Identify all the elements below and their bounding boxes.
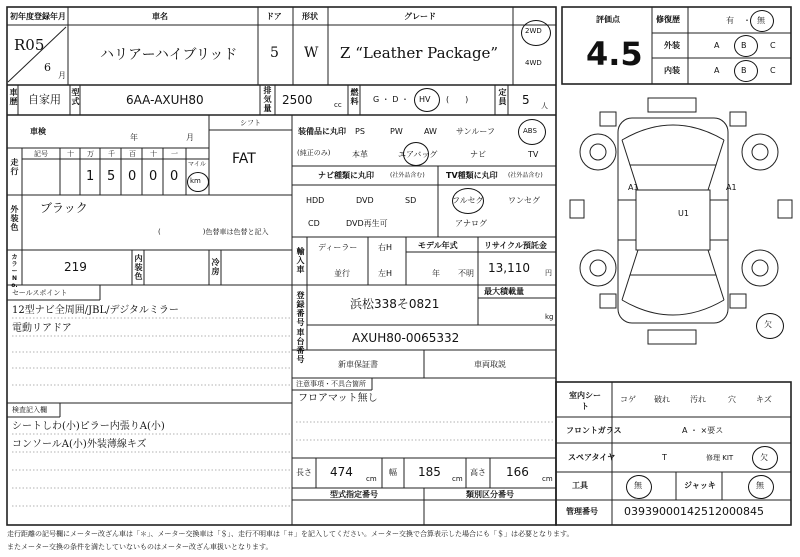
mileage-unit-5: 一 bbox=[171, 150, 178, 158]
inspector-note-0: シートしわ(小)ピラー内張りA(小) bbox=[12, 421, 165, 432]
interior-b: B bbox=[741, 66, 747, 75]
length-unit: cm bbox=[366, 475, 377, 483]
interior-a: A bbox=[714, 66, 720, 75]
equip-abs: ABS bbox=[523, 127, 537, 135]
vehicle-use: 自家用 bbox=[28, 93, 61, 106]
mileage-unit-3: 百 bbox=[129, 150, 136, 158]
repair-sep: ・ bbox=[743, 16, 751, 25]
length: 474 bbox=[330, 465, 353, 479]
equip-sunroof: サンルーフ bbox=[456, 127, 495, 136]
shape-label: 形状 bbox=[302, 12, 318, 21]
import-parallel: 並行 bbox=[334, 269, 350, 278]
caution-label: 注意事項・不具合箇所 bbox=[296, 380, 366, 388]
grade-label: グレード bbox=[404, 12, 436, 21]
interior-label: 内装 bbox=[664, 66, 680, 75]
car-name: ハリアーハイブリッド bbox=[100, 47, 238, 63]
spare-kit: 修理 KIT bbox=[706, 454, 734, 462]
displacement-label: 排気量 bbox=[263, 86, 272, 113]
equipment-sub: (純正のみ) bbox=[297, 149, 331, 157]
mileage-digit-1: 1 bbox=[86, 169, 95, 184]
shift-label: シフト bbox=[240, 119, 261, 127]
handle-left: 左H bbox=[378, 269, 393, 278]
recycle-value: 13,110 bbox=[488, 261, 530, 275]
max-load-unit: kg bbox=[545, 313, 554, 321]
plate: 浜松338そ0821 bbox=[350, 297, 440, 311]
caution: フロアマット無し bbox=[298, 393, 378, 404]
nav-dvd: DVD bbox=[356, 196, 374, 205]
import-dealer: ディーラー bbox=[318, 243, 358, 252]
mileage-mile: マイル bbox=[188, 161, 206, 168]
spare-label: スペアタイヤ bbox=[568, 453, 616, 462]
nav-hdd: HDD bbox=[306, 196, 325, 205]
tv-sub: (社外品含む) bbox=[508, 172, 543, 179]
chassis: AXUH80-0065332 bbox=[352, 331, 460, 345]
drive-4wd: 4WD bbox=[525, 59, 542, 67]
nav-label: ナビ種類に丸印 bbox=[318, 171, 374, 180]
mileage-digit-3: 0 bbox=[128, 169, 137, 184]
first-registration-month-unit: 月 bbox=[58, 71, 66, 80]
shift: FAT bbox=[232, 151, 256, 167]
mileage-unit-4: 十 bbox=[150, 150, 157, 158]
tv-label: TV種類に丸印 bbox=[446, 171, 498, 180]
manual-label: 車両取説 bbox=[474, 360, 506, 369]
tv-oneseg: ワンセグ bbox=[508, 196, 540, 205]
model-year-label: モデル年式 bbox=[418, 241, 458, 250]
inspection-month: 月 bbox=[186, 133, 194, 142]
chassis-label: 車台番号 bbox=[296, 328, 305, 364]
door-label: ドア bbox=[266, 12, 282, 21]
nav-sd: SD bbox=[405, 196, 417, 205]
model-label: 型式 bbox=[71, 88, 80, 106]
diagram-mark-roof: U1 bbox=[678, 209, 689, 218]
seat-scratch: キズ bbox=[756, 395, 772, 404]
equip-tv: TV bbox=[528, 150, 539, 159]
seat-tear: 破れ bbox=[654, 395, 670, 404]
model: 6AA-AXUH80 bbox=[126, 93, 204, 107]
exterior-b: B bbox=[741, 41, 747, 50]
missing-mark: 欠 bbox=[764, 320, 772, 329]
capacity-label: 定員 bbox=[498, 88, 507, 106]
fuel-other: ( ) bbox=[446, 95, 469, 104]
width-unit: cm bbox=[452, 475, 463, 483]
recycle-label: リサイクル預託金 bbox=[484, 241, 547, 250]
nav-cd: CD bbox=[308, 219, 320, 228]
equip-ps: PS bbox=[355, 127, 365, 136]
displacement-unit: cc bbox=[334, 101, 342, 109]
mileage-label: 走行 bbox=[10, 158, 19, 176]
spare-missing: 欠 bbox=[760, 453, 768, 462]
equipment-label: 装備品に丸印 bbox=[298, 127, 346, 136]
jack-value: 無 bbox=[756, 481, 764, 490]
tools-value: 無 bbox=[634, 481, 642, 490]
repair-no: 無 bbox=[757, 16, 765, 25]
diagram-mark-left: A1 bbox=[628, 183, 639, 192]
width: 185 bbox=[418, 465, 441, 479]
displacement: 2500 bbox=[282, 93, 313, 107]
inspector-notes-label: 検査記入欄 bbox=[12, 406, 47, 414]
fuel-selected: HV bbox=[419, 95, 431, 104]
diagram-mark-right: A1 bbox=[726, 183, 737, 192]
mgmt-label: 管理番号 bbox=[566, 507, 598, 516]
ac-label: 冷房 bbox=[211, 258, 220, 276]
score-label: 評価点 bbox=[596, 15, 620, 24]
windshield-options: A ・ ×要ス bbox=[682, 426, 724, 435]
mileage-digit-2: 5 bbox=[107, 169, 116, 184]
selling-point-0: 12型ナビ全周囲/JBL/デジタルミラー bbox=[12, 305, 179, 316]
model-year-unknown: 不明 bbox=[458, 269, 474, 278]
jack-label: ジャッキ bbox=[684, 481, 716, 490]
capacity-unit: 人 bbox=[541, 102, 548, 110]
recycle-unit: 円 bbox=[545, 269, 552, 277]
height-unit: cm bbox=[542, 475, 553, 483]
width-label: 幅 bbox=[389, 468, 397, 477]
max-load-label: 最大積載量 bbox=[484, 287, 524, 296]
equip-aw: AW bbox=[424, 127, 437, 136]
drive-2wd: 2WD bbox=[525, 27, 542, 35]
car-name-label: 車名 bbox=[152, 12, 168, 21]
windshield-label: フロントガラス bbox=[566, 426, 622, 435]
score: 4.5 bbox=[586, 35, 643, 73]
vehicle-use-label: 車歴 bbox=[9, 88, 18, 106]
model-year-year: 年 bbox=[432, 269, 440, 278]
import-label: 輸入車 bbox=[296, 247, 305, 274]
shape: W bbox=[304, 45, 319, 61]
inspector-note-1: コンソールA(小)外装薄線キズ bbox=[12, 439, 147, 450]
car-diagram bbox=[570, 98, 792, 344]
mileage-digit-4: 0 bbox=[149, 169, 158, 184]
seat-dirt: 汚れ bbox=[690, 395, 706, 404]
exterior-label: 外装 bbox=[664, 41, 680, 50]
length-label: 長さ bbox=[296, 468, 312, 477]
seat-burn: コゲ bbox=[620, 395, 636, 404]
mgmt-number: 0393900014251200084​5 bbox=[624, 505, 764, 518]
doors: 5 bbox=[270, 45, 279, 61]
exterior-color: ブラック bbox=[40, 201, 88, 215]
tv-fullseg: フルセグ bbox=[452, 196, 484, 205]
equip-leather: 本革 bbox=[352, 150, 368, 159]
footer-line-2: またメーター交換の条件を満たしていないものはメーター改ざん車扱いとなります。 bbox=[7, 543, 273, 551]
first-registration-label: 初年度登録年月 bbox=[10, 12, 66, 21]
height-label: 高さ bbox=[470, 468, 486, 477]
fuel-label: 燃料 bbox=[350, 88, 359, 106]
interior-color-label: 内装色 bbox=[134, 254, 143, 281]
first-registration-year: R05 bbox=[14, 36, 45, 54]
capacity: 5 bbox=[522, 93, 530, 107]
handle-right: 右H bbox=[378, 243, 393, 252]
tv-analog: アナログ bbox=[455, 219, 487, 228]
selling-point-1: 電動リアドア bbox=[12, 323, 72, 334]
exterior-a: A bbox=[714, 41, 720, 50]
equip-airbag: エアバッグ bbox=[398, 150, 438, 159]
footer-line-1: 走行距離の記号欄にメーター改ざん車は「＊」、メーター交換車は「＄」、走行不明車は「＃」を記入してください。メーター交換で合算表示した場合にも「＄」は必要となります。 bbox=[7, 530, 574, 538]
equip-pw: PW bbox=[390, 127, 403, 136]
repair-label: 修復歴 bbox=[656, 15, 680, 24]
category-label: 類別区分番号 bbox=[466, 490, 514, 499]
fuel-options: G ・ D ・ bbox=[373, 95, 409, 104]
color-change-note: ( )色替車は色替と記入 bbox=[158, 228, 269, 236]
seat-hole: 穴 bbox=[728, 395, 736, 404]
mileage-km: km bbox=[190, 177, 201, 185]
inspection-year: 年 bbox=[130, 133, 138, 142]
nav-dvd-playback: DVD再生可 bbox=[346, 219, 388, 228]
mileage-unit-0: 十 bbox=[67, 150, 74, 158]
repair-yes: 有 bbox=[726, 16, 734, 25]
seat-label: 室内シート bbox=[569, 391, 601, 411]
mileage-mark-label: 記号 bbox=[34, 150, 48, 158]
first-registration-month: 6 bbox=[44, 61, 51, 74]
inspection-label: 車検 bbox=[30, 127, 46, 136]
interior-c: C bbox=[770, 66, 776, 75]
type-designation-label: 型式指定番号 bbox=[330, 490, 378, 499]
mileage-digit-5: 0 bbox=[170, 169, 179, 184]
grade: Z “Leather Package” bbox=[340, 44, 499, 62]
warranty-label: 新車保証書 bbox=[338, 360, 378, 369]
equip-navi: ナビ bbox=[470, 150, 486, 159]
plate-label: 登録番号 bbox=[296, 291, 305, 327]
color-code-label: カラーNo. bbox=[11, 254, 18, 289]
exterior-c: C bbox=[770, 41, 776, 50]
nav-sub: (社外品含む) bbox=[390, 172, 425, 179]
selling-points-label: セールスポイント bbox=[12, 289, 68, 297]
exterior-color-label: 外装色 bbox=[10, 205, 19, 232]
spare-t: T bbox=[662, 453, 667, 462]
mileage-unit-2: 千 bbox=[108, 150, 115, 158]
mileage-unit-1: 万 bbox=[87, 150, 94, 158]
color-code: 219 bbox=[64, 260, 87, 274]
height: 166 bbox=[506, 465, 529, 479]
tools-label: 工具 bbox=[572, 481, 588, 490]
